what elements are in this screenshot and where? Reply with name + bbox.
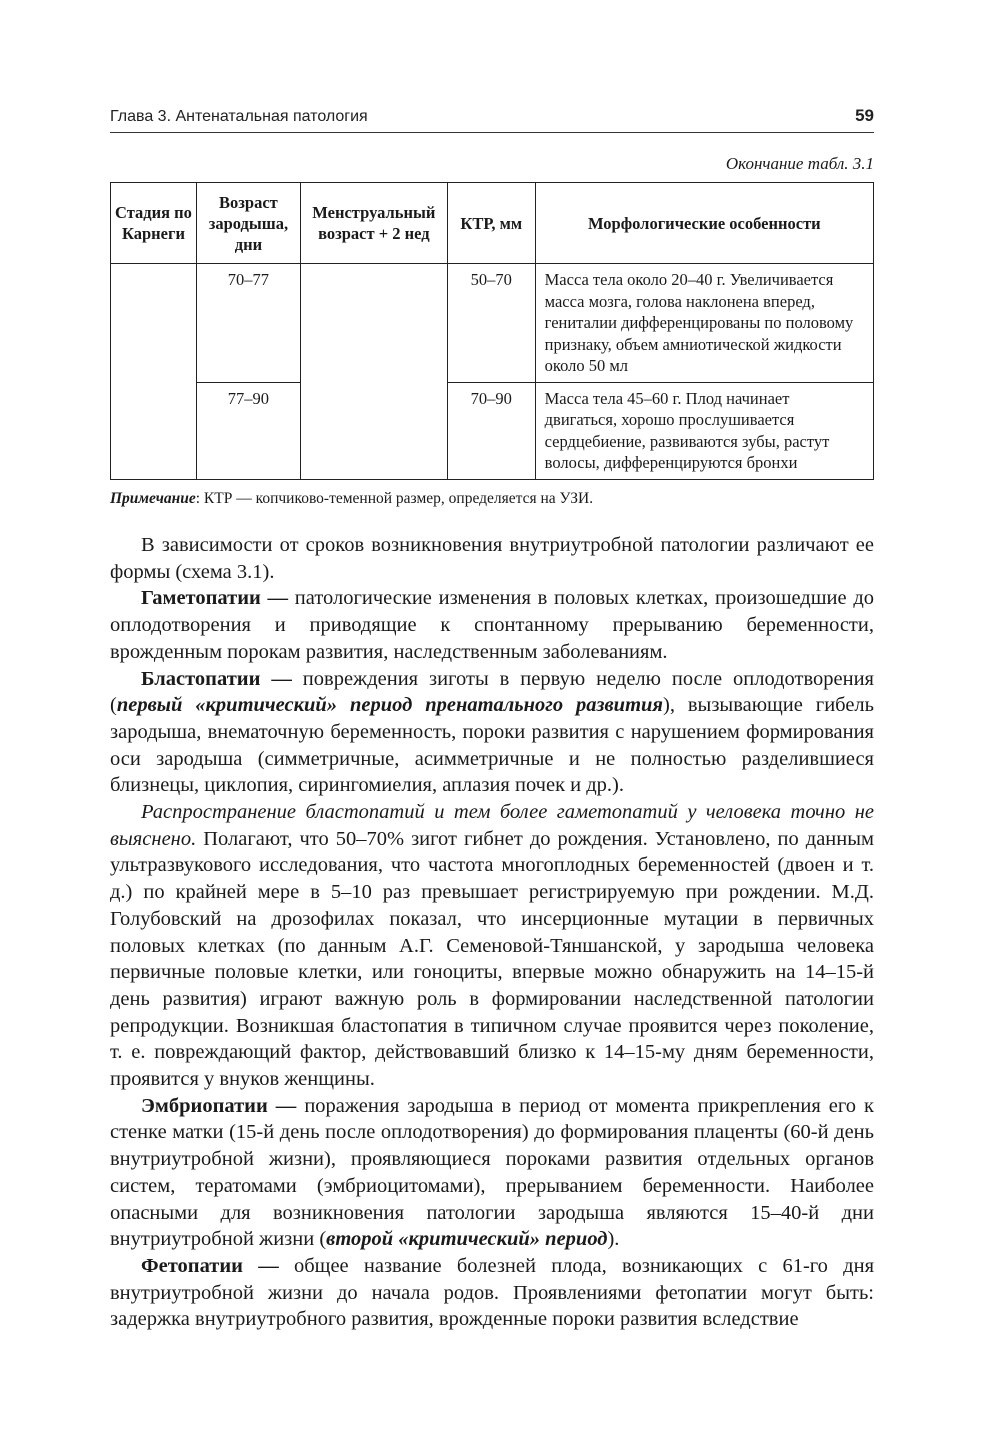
paragraph-embryopathy-text-b: ). xyxy=(607,1228,620,1251)
morphology-cell: Масса тела около 20–40 г. Увеличивается масса мозга, голова наклонена вперед, гениталии дифференцированы по половому признаку, объем амниотической жидкости около 50 мл xyxy=(535,264,873,383)
term-embryopathy: Эмбриопатии — xyxy=(141,1094,297,1117)
embryo-stage-table xyxy=(110,182,874,480)
crl-cell: 50–70 xyxy=(447,264,535,383)
age-days-cell: 70–77 xyxy=(196,264,300,383)
age-days-cell: 77–90 xyxy=(196,382,300,479)
paragraph-blastopathy-text-a: повреждения зиготы в первую неделю после оплодотворения ( xyxy=(110,667,874,717)
paragraph-prevalence-text: Полагают, что 50–70% зигот гибнет до рождения. Установлено, по данным ультразвукового исследования, что частота многоплодных беременностей (двоен и т. д.) по крайней мере в 5–10 раз превышает регистрируемую при рождении. М.Д. Голубовский на дрозофилах показал, что инсерционные мутации в первичных половых клетках (по данным А.Г. Семеновой-Тяншанской, у зародыша человека первичные половые клетки, или гоноциты, впервые можно обнаружить на 14–15-й день развития) играют важную роль в формировании наследственной патологии репродукции. Возникшая бластопатия в типичном случае проявится через поколение, т. е. повреждающий фактор, действовавший близко к 14–15-му дням беременности, проявится у внуков женщины. xyxy=(110,827,874,1091)
term-fetopathy: Фетопатии — xyxy=(141,1254,279,1277)
paragraph-gametopathy xyxy=(110,585,874,665)
crl-cell: 70–90 xyxy=(447,382,535,479)
paragraph-embryopathy xyxy=(110,1093,874,1253)
second-critical-period: второй «критический» период xyxy=(326,1228,608,1251)
table-row xyxy=(111,382,874,479)
header-embryo-age: Возраст зародыша, дни xyxy=(196,183,300,264)
paragraph-fetopathy xyxy=(110,1253,874,1333)
table-header-row xyxy=(111,183,874,264)
header-morphology: Морфологические особенности xyxy=(535,183,873,264)
paragraph-prevalence xyxy=(110,799,874,1093)
paragraph-intro-text: В зависимости от сроков возникновения внутриутробной патологии различают ее формы (схема 3.1). xyxy=(110,534,874,583)
menstrual-age-cell xyxy=(300,264,447,480)
term-gametopathy: Гаметопатии — xyxy=(141,587,289,610)
prevalence-italic: Распространение бластопатий и тем более гаметопатий у человека точно не выяснено. xyxy=(110,801,874,850)
page-number: 59 xyxy=(855,106,874,125)
table-caption: Окончание табл. 3.1 xyxy=(725,154,874,173)
note-label: Примечание xyxy=(110,490,196,507)
paragraph-gametopathy-text: патологические изменения в половых клетках, произошедшие до оплодотворения и приводящие к спонтанному прерыванию беременности, врожденным порокам развития, наследственным заболеваниям. xyxy=(110,587,874,663)
note-text: : КТР — копчиково-теменной размер, определяется на УЗИ. xyxy=(195,490,594,507)
paragraph-blastopathy-text-b: ), вызывающие гибель зародыша, внематочную беременность, пороки развития с нарушением формирования оси зародыша (симметричные, асимметричные и не полностью разделившиеся близнецы, циклопия, сирингомиелия, аплазия почек и др.). xyxy=(110,694,875,797)
header-crl: КТР, мм xyxy=(447,183,535,264)
term-blastopathy: Бластопатии — xyxy=(141,667,292,690)
morphology-cell: Масса тела 45–60 г. Плод начинает двигаться, хорошо прослушивается сердцебиение, развиваются зубы, растут волосы, дифференцируются бронхи xyxy=(535,382,873,479)
paragraph-blastopathy xyxy=(110,666,874,800)
first-critical-period: первый «критический» период пренатального развития xyxy=(116,694,663,717)
body-text xyxy=(110,532,874,1333)
running-head xyxy=(110,106,874,133)
table-row xyxy=(111,264,874,383)
paragraph-intro xyxy=(110,532,874,585)
chapter-title: Глава 3. Антенатальная патология xyxy=(110,108,368,125)
carnegie-stage-cell xyxy=(111,264,197,480)
header-carnegie-stage: Стадия по Карнеги xyxy=(111,183,197,264)
paragraph-fetopathy-text: общее название болезней плода, возникающих с 61-го дня внутриутробной жизни до начала родов. Проявлениями фетопатии могут быть: задержка внутриутробного развития, врожденные пороки развития вследствие xyxy=(110,1254,875,1331)
table-note xyxy=(110,490,874,508)
header-menstrual-age: Менструальный возраст + 2 нед xyxy=(300,183,447,264)
paragraph-embryopathy-text-a: поражения зародыша в период от момента прикрепления его к стенке матки (15-й день после оплодотворения) до формирования плаценты (60-й день внутриутробной жизни), проявляющиеся пороками развития отдельных органов систем, тератомами (эмбриоцитомами), прерыванием беременности. Наиболее опасными для возникновения патологии зародыша являются 15–40-й дни внутриутробной жизни ( xyxy=(110,1094,874,1251)
